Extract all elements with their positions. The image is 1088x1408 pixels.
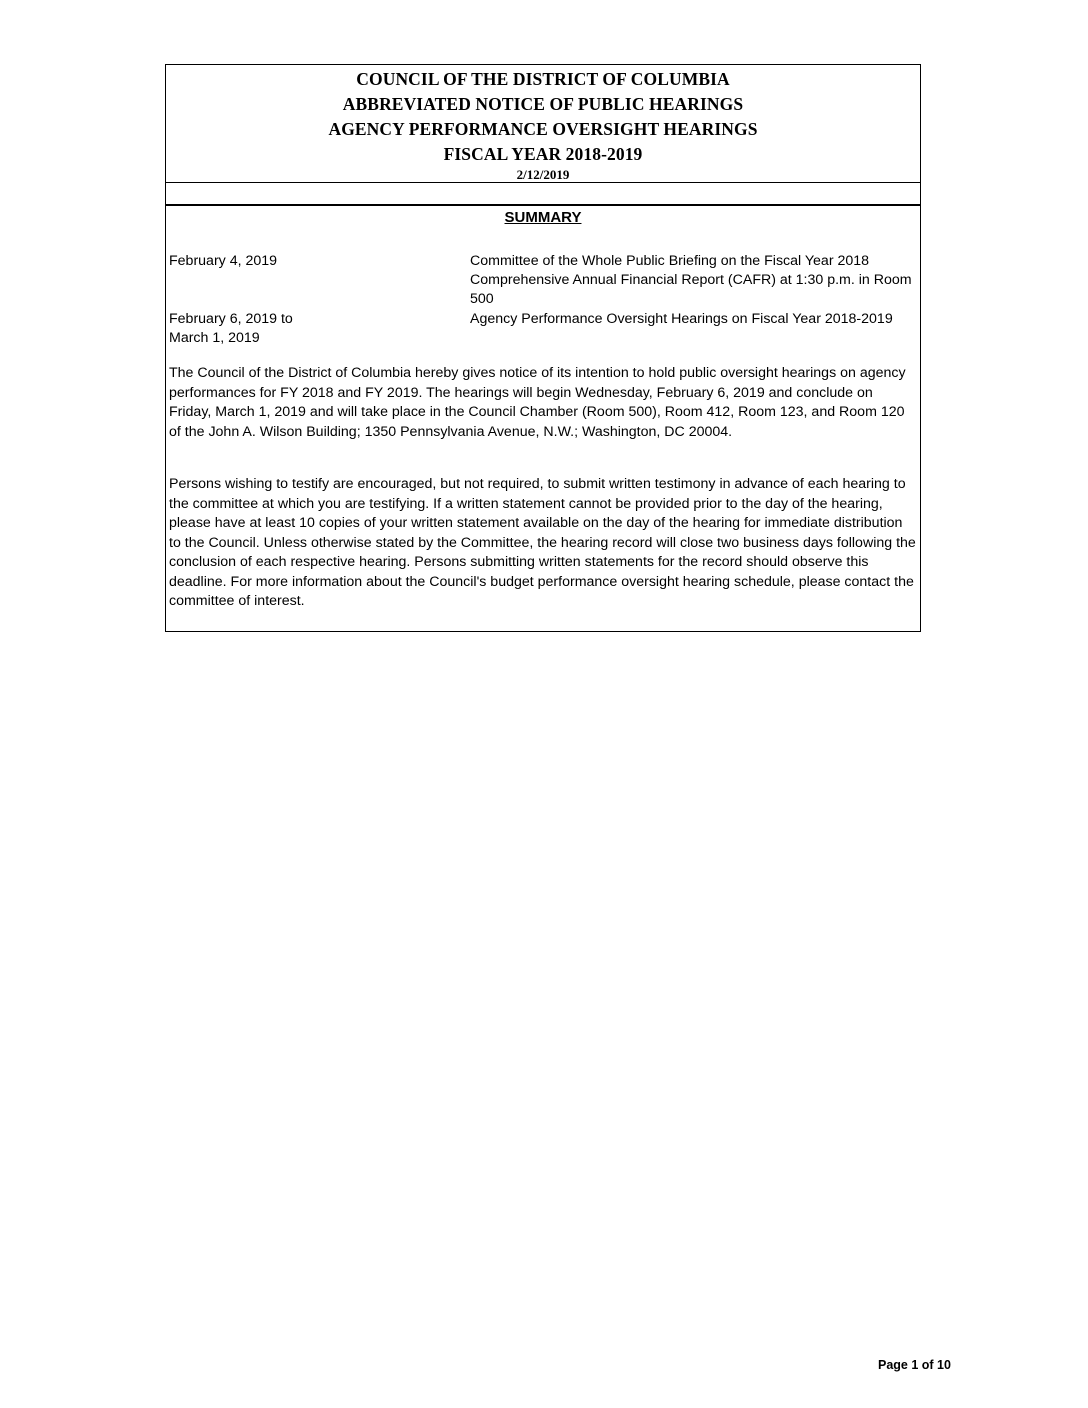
- schedule-date: February 4, 2019: [169, 253, 278, 269]
- summary-divider: [166, 204, 920, 206]
- header-fiscal-year: FISCAL YEAR 2018-2019: [443, 144, 643, 164]
- header-divider: [166, 182, 920, 183]
- testimony-paragraph: Persons wishing to testify are encouraged, but not required, to submit written testimony in advance of each hearing to the committee at which you are testifying. If a written statement cannot be provided prior to the day of the hearing, please have at least 10 copies of your written statement available on the day of the hearing for immediate distribution to the Council. Unless otherwise stated by the Committee, the hearing record will close two business days following the conclusion of each respective hearing. Persons submitting written statements for the record should observe this deadline. For more information about the Council's budget performance oversight hearing schedule, please contact the committee of interest.: [169, 476, 916, 609]
- header-notice-title: ABBREVIATED NOTICE OF PUBLIC HEARINGS: [342, 94, 744, 114]
- summary-title: SUMMARY: [504, 209, 582, 226]
- header-hearings-title: AGENCY PERFORMANCE OVERSIGHT HEARINGS: [328, 119, 758, 139]
- schedule-date: February 6, 2019 to March 1, 2019: [169, 311, 293, 346]
- header-council-title: COUNCIL OF THE DISTRICT OF COLUMBIA: [356, 69, 730, 89]
- schedule-description: Committee of the Whole Public Briefing on the Fiscal Year 2018 Comprehensive Annual Financial Report (CAFR) at 1:30 p.m. in Room 500: [470, 253, 912, 307]
- page-number: Page 1 of 10: [878, 1358, 951, 1372]
- notice-header: [166, 65, 920, 183]
- schedule-description: Agency Performance Oversight Hearings on Fiscal Year 2018-2019: [470, 311, 893, 327]
- notice-paragraph: The Council of the District of Columbia hereby gives notice of its intention to hold public oversight hearings on agency performances for FY 2018 and FY 2019. The hearings will begin Wednesday, February 6, 2019 and conclude on Friday, March 1, 2019 and will take place in the Council Chamber (Room 500), Room 412, Room 123, and Room 120 of the John A. Wilson Building; 1350 Pennsylvania Avenue, N.W.; Washington, DC 20004.: [169, 365, 906, 440]
- notice-frame: [165, 64, 921, 632]
- header-date: 2/12/2019: [516, 167, 570, 182]
